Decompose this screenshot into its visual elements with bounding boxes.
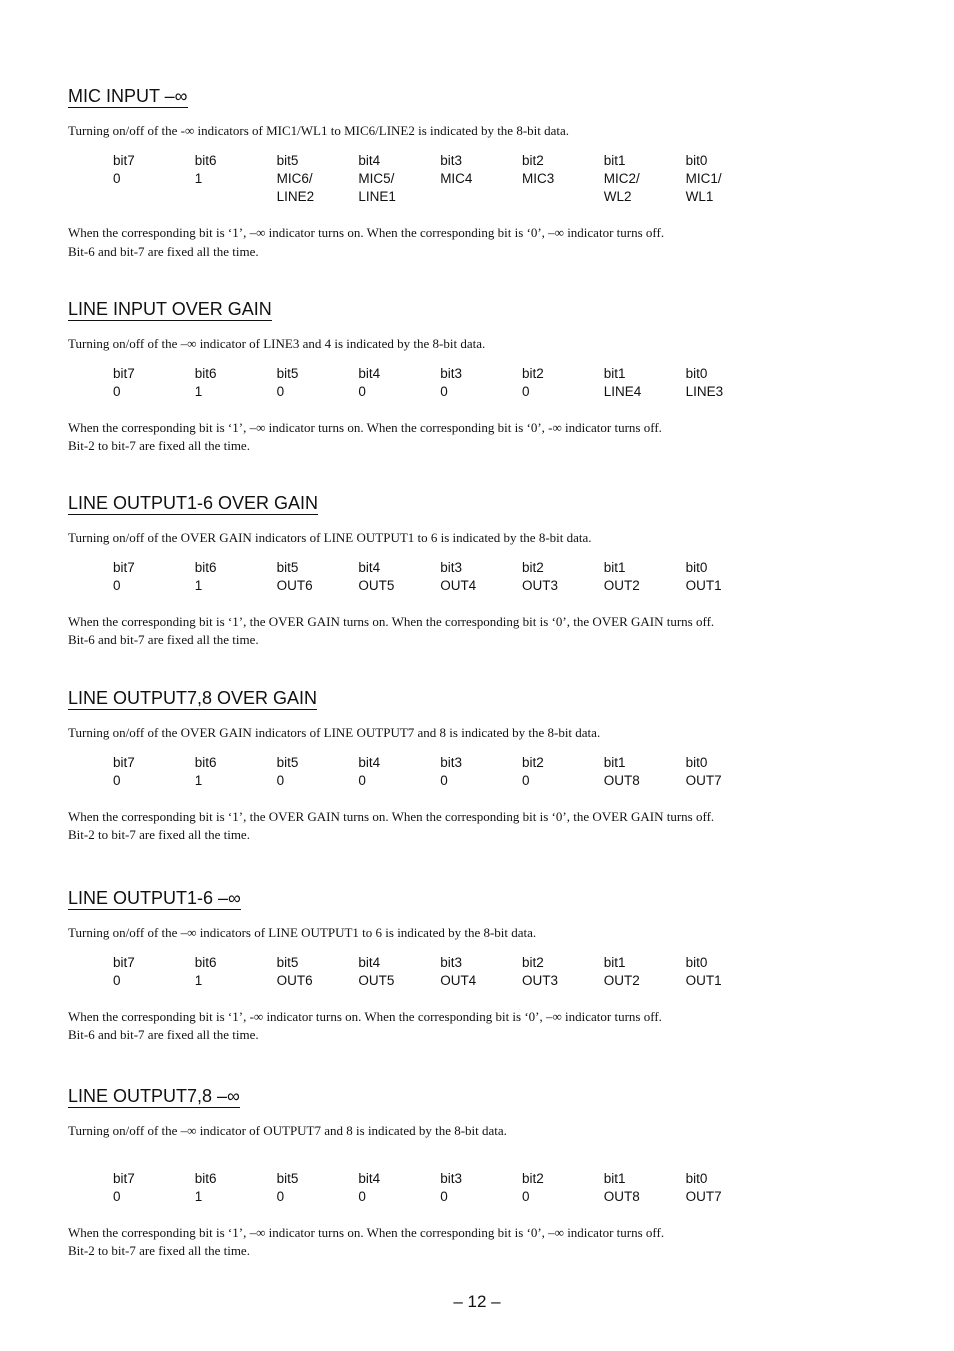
- bit-table: [113, 1170, 828, 1206]
- bit-value-row-continued: [113, 188, 828, 206]
- bit-value: 0: [113, 972, 121, 988]
- bit-label: bit7: [113, 559, 135, 575]
- bit-value: 0: [113, 170, 121, 186]
- bit-value-row: [113, 170, 828, 188]
- section-notes: [68, 224, 828, 261]
- bit-label: bit3: [440, 152, 462, 168]
- section-notes: [68, 1008, 828, 1045]
- bit-value: [195, 188, 277, 206]
- bit-value-row: [113, 1188, 828, 1206]
- bit-label: bit5: [276, 1170, 299, 1186]
- note-line: Bit-2 to bit-7 are fixed all the time.: [68, 438, 250, 454]
- bit-header-row: [113, 754, 828, 772]
- bit-table: [113, 754, 828, 790]
- bit-value: 0: [521, 1188, 530, 1204]
- bit-label: bit2: [521, 954, 544, 970]
- bit-value: 0: [113, 1188, 121, 1204]
- bit-label: bit3: [440, 559, 462, 575]
- bit-value: WL1: [685, 188, 714, 204]
- bit-label: bit7: [113, 152, 135, 168]
- bit-label: bit7: [113, 365, 135, 381]
- section-intro: Turning on/off of the OVER GAIN indicators of LINE OUTPUT7 and 8 is indicated by the 8-bit data.: [68, 725, 601, 740]
- bit-value-row: [113, 383, 828, 401]
- bit-value: 1: [194, 383, 203, 399]
- bit-label: bit2: [521, 152, 544, 168]
- bit-value: OUT7: [685, 772, 722, 788]
- bit-table: [113, 954, 828, 990]
- bit-value: 0: [113, 383, 121, 399]
- bit-value: [522, 188, 604, 206]
- note-line: When the corresponding bit is ‘1’, the OVER GAIN turns on. When the corresponding bit is ‘0’, the OVER GAIN turns off.: [68, 808, 715, 824]
- bit-label: bit6: [194, 152, 217, 168]
- bit-value: OUT4: [440, 577, 477, 593]
- bit-value: OUT2: [603, 972, 640, 988]
- bit-label: bit5: [276, 365, 299, 381]
- bit-value-row: [113, 772, 828, 790]
- section-intro: Turning on/off of the OVER GAIN indicators of LINE OUTPUT1 to 6 is indicated by the 8-bit data.: [68, 530, 592, 545]
- section-intro: Turning on/off of the –∞ indicator of OUTPUT7 and 8 is indicated by the 8-bit data.: [68, 1123, 507, 1138]
- bit-value: 0: [276, 772, 285, 788]
- bit-label: bit1: [603, 559, 626, 575]
- bit-value: OUT1: [685, 577, 722, 593]
- bit-value: 0: [521, 383, 530, 399]
- bit-label: bit6: [194, 559, 217, 575]
- bit-value: 1: [194, 1188, 203, 1204]
- bit-label: bit4: [358, 365, 381, 381]
- bit-value: OUT7: [685, 1188, 722, 1204]
- bit-label: bit2: [521, 754, 544, 770]
- note-line: Bit-2 to bit-7 are fixed all the time.: [68, 1243, 250, 1259]
- bit-value: 0: [440, 383, 448, 399]
- bit-header-row: [113, 559, 828, 577]
- bit-value: 1: [194, 170, 203, 186]
- note-line: Bit-2 to bit-7 are fixed all the time.: [68, 827, 250, 843]
- section-line-input-over-gain: [68, 298, 828, 456]
- bit-label: bit6: [194, 754, 217, 770]
- section-line-output-7-8-over-gain: [68, 687, 828, 845]
- bit-label: bit2: [521, 559, 544, 575]
- bit-value: OUT6: [276, 577, 313, 593]
- bit-value: 0: [440, 1188, 448, 1204]
- bit-label: bit0: [685, 954, 708, 970]
- bit-label: bit1: [603, 954, 626, 970]
- bit-value: [113, 188, 195, 206]
- bit-value: MIC1/: [685, 170, 722, 186]
- bit-header-row: [113, 365, 828, 383]
- section-line-output-7-8-minus-inf: [68, 1085, 828, 1261]
- bit-value: 0: [440, 772, 448, 788]
- bit-label: bit3: [440, 365, 462, 381]
- bit-label: bit3: [440, 754, 462, 770]
- bit-label: bit5: [276, 559, 299, 575]
- section-intro: Turning on/off of the -∞ indicators of MIC1/WL1 to MIC6/LINE2 is indicated by the 8-bit data.: [68, 123, 570, 138]
- section-heading: MIC INPUT –∞: [68, 86, 188, 106]
- bit-value: [440, 188, 522, 206]
- section-heading: LINE OUTPUT7,8 –∞: [68, 1086, 240, 1106]
- section-notes: [68, 613, 828, 650]
- bit-label: bit5: [276, 754, 299, 770]
- page-number: – 12 –: [453, 1292, 501, 1311]
- note-line: When the corresponding bit is ‘1’, –∞ indicator turns on. When the corresponding bit is ‘0’, -∞ indicator turns off.: [68, 419, 662, 435]
- section-line-output-1-6-minus-inf: [68, 887, 828, 1045]
- bit-value: 0: [276, 1188, 285, 1204]
- bit-label: bit3: [440, 1170, 462, 1186]
- bit-label: bit2: [521, 365, 544, 381]
- bit-value: LINE2: [276, 188, 315, 204]
- bit-header-row: [113, 1170, 828, 1188]
- section-intro: Turning on/off of the –∞ indicator of LINE3 and 4 is indicated by the 8-bit data.: [68, 336, 486, 351]
- section-intro: Turning on/off of the –∞ indicators of LINE OUTPUT1 to 6 is indicated by the 8-bit data.: [68, 925, 537, 940]
- bit-label: bit2: [521, 1170, 544, 1186]
- bit-value: 0: [521, 772, 530, 788]
- bit-value: 1: [194, 972, 203, 988]
- bit-value: MIC5/: [358, 170, 395, 186]
- bit-value: OUT3: [521, 577, 558, 593]
- note-line: When the corresponding bit is ‘1’, –∞ indicator turns on. When the corresponding bit is ‘0’, –∞ indicator turns off.: [68, 1224, 665, 1240]
- section-notes: [68, 1224, 828, 1261]
- bit-label: bit6: [194, 1170, 217, 1186]
- section-heading: LINE INPUT OVER GAIN: [68, 299, 272, 319]
- bit-label: bit1: [603, 152, 626, 168]
- bit-label: bit0: [685, 365, 708, 381]
- bit-label: bit0: [685, 559, 708, 575]
- section-mic-input: [68, 85, 828, 261]
- bit-label: bit1: [603, 754, 626, 770]
- bit-value: 0: [358, 772, 366, 788]
- section-line-output-1-6-over-gain: [68, 492, 828, 650]
- note-line: When the corresponding bit is ‘1’, -∞ indicator turns on. When the corresponding bit is ‘0’, –∞ indicator turns off.: [68, 1008, 662, 1024]
- bit-value: 0: [358, 1188, 366, 1204]
- bit-label: bit4: [358, 1170, 381, 1186]
- bit-value: MIC6/: [276, 170, 313, 186]
- bit-value: 0: [276, 383, 285, 399]
- bit-value: 0: [113, 772, 121, 788]
- bit-value: OUT6: [276, 972, 313, 988]
- bit-label: bit4: [358, 954, 381, 970]
- bit-label: bit0: [685, 754, 708, 770]
- section-heading: LINE OUTPUT1-6 OVER GAIN: [68, 493, 319, 513]
- bit-label: bit4: [358, 152, 381, 168]
- bit-value: MIC3: [521, 170, 555, 186]
- bit-value: OUT5: [358, 577, 395, 593]
- bit-label: bit7: [113, 954, 135, 970]
- bit-table: [113, 559, 828, 595]
- bit-value-row: [113, 972, 828, 990]
- bit-value: OUT4: [440, 972, 477, 988]
- bit-table: [113, 365, 828, 401]
- bit-label: bit0: [685, 1170, 708, 1186]
- bit-label: bit5: [276, 954, 299, 970]
- bit-value: MIC2/: [603, 170, 640, 186]
- bit-label: bit5: [276, 152, 299, 168]
- bit-value: LINE1: [358, 188, 396, 204]
- section-heading: LINE OUTPUT1-6 –∞: [68, 888, 241, 908]
- bit-value: 0: [358, 383, 366, 399]
- bit-value: WL2: [603, 188, 632, 204]
- bit-label: bit4: [358, 754, 381, 770]
- bit-value: OUT1: [685, 972, 722, 988]
- bit-label: bit1: [603, 365, 626, 381]
- bit-value: 1: [194, 772, 203, 788]
- bit-value: OUT2: [603, 577, 640, 593]
- bit-value: OUT3: [521, 972, 558, 988]
- bit-value: OUT5: [358, 972, 395, 988]
- bit-label: bit7: [113, 1170, 135, 1186]
- bit-label: bit6: [194, 954, 217, 970]
- bit-value: 1: [194, 577, 203, 593]
- bit-value: OUT8: [603, 1188, 640, 1204]
- section-heading: LINE OUTPUT7,8 OVER GAIN: [68, 688, 318, 708]
- bit-label: bit4: [358, 559, 381, 575]
- section-notes: [68, 808, 828, 845]
- bit-header-row: [113, 954, 828, 972]
- bit-label: bit1: [603, 1170, 626, 1186]
- note-line: Bit-6 and bit-7 are fixed all the time.: [68, 1027, 259, 1043]
- bit-table: [113, 152, 828, 207]
- bit-label: bit3: [440, 954, 462, 970]
- bit-label: bit6: [194, 365, 217, 381]
- bit-value-row: [113, 577, 828, 595]
- note-line: Bit-6 and bit-7 are fixed all the time.: [68, 632, 259, 648]
- bit-value: OUT8: [603, 772, 640, 788]
- bit-value: MIC4: [440, 170, 473, 186]
- section-notes: [68, 419, 828, 456]
- note-line: Bit-6 and bit-7 are fixed all the time.: [68, 243, 259, 259]
- note-line: When the corresponding bit is ‘1’, –∞ indicator turns on. When the corresponding bit is ‘0’, –∞ indicator turns off.: [68, 225, 665, 241]
- bit-header-row: [113, 152, 828, 170]
- bit-label: bit7: [113, 754, 135, 770]
- bit-value: 0: [113, 577, 121, 593]
- bit-value: LINE4: [603, 383, 642, 399]
- note-line: When the corresponding bit is ‘1’, the OVER GAIN turns on. When the corresponding bit is ‘0’, the OVER GAIN turns off.: [68, 613, 715, 629]
- bit-value: LINE3: [685, 383, 724, 399]
- bit-label: bit0: [685, 152, 708, 168]
